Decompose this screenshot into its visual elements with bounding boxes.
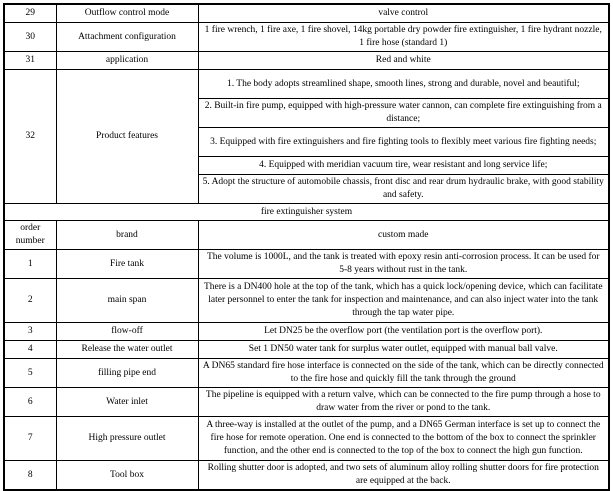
row-value: 1 fire wrench, 1 fire axe, 1 fire shovel, 14kg portable dry powder fire extinguisher, 1 fire hydrant nozzle, 1 fire hose (standard 1) bbox=[198, 23, 609, 52]
section-title-row bbox=[4, 204, 609, 221]
row-number: 5 bbox=[4, 359, 56, 388]
section-title: fire extinguisher system bbox=[4, 204, 609, 221]
row-brand: Water inlet bbox=[56, 388, 198, 417]
table-row bbox=[4, 323, 609, 341]
row-name: Product features bbox=[56, 70, 198, 204]
table-row bbox=[4, 23, 609, 52]
row-brand: Fire tank bbox=[56, 250, 198, 279]
row-value: valve control bbox=[198, 4, 609, 23]
row-custom: The volume is 1000L, and the tank is treated with epoxy resin anti-corrosion process. It can be used for 5-8 years without rust in the tank. bbox=[198, 250, 609, 279]
header-order-number: order number bbox=[4, 221, 56, 250]
row-number: 32 bbox=[4, 70, 56, 204]
header-row bbox=[4, 221, 609, 250]
feature-item: 4. Equipped with meridian vacuum tire, wear resistant and long service life; bbox=[198, 157, 609, 175]
table-row bbox=[4, 461, 609, 491]
feature-item: 2. Built-in fire pump, equipped with high-pressure water cannon, can complete fire extinguishing from a distance; bbox=[198, 99, 609, 128]
row-number: 6 bbox=[4, 388, 56, 417]
row-number: 31 bbox=[4, 52, 56, 70]
row-brand: High pressure outlet bbox=[56, 417, 198, 461]
table-row bbox=[4, 279, 609, 323]
table-row-product-features bbox=[4, 70, 609, 99]
header-brand: brand bbox=[56, 221, 198, 250]
row-brand: filling pipe end bbox=[56, 359, 198, 388]
table-row bbox=[4, 417, 609, 461]
row-custom: The pipeline is equipped with a return valve, which can be connected to the fire pump through a hose to draw water from the river or pond to the tank. bbox=[198, 388, 609, 417]
row-custom: There is a DN400 hole at the top of the tank, which has a quick lock/opening device, which can facilitate later personnel to enter the tank for inspection and maintenance, and can also inject water into the tank through the tap water pipe. bbox=[198, 279, 609, 323]
table-row bbox=[4, 52, 609, 70]
row-value: Red and white bbox=[198, 52, 609, 70]
feature-item: 5. Adopt the structure of automobile chassis, front disc and rear drum hydraulic brake, with good stability and safety. bbox=[198, 175, 609, 204]
row-custom: A DN65 standard fire hose interface is connected on the side of the tank, which can be directly connected to the fire hose and quickly fill the tank through the ground bbox=[198, 359, 609, 388]
row-number: 7 bbox=[4, 417, 56, 461]
row-brand: Release the water outlet bbox=[56, 341, 198, 359]
row-custom: Let DN25 be the overflow port (the ventilation port is the overflow port). bbox=[198, 323, 609, 341]
row-name: application bbox=[56, 52, 198, 70]
specification-table bbox=[3, 3, 610, 491]
table-row bbox=[4, 359, 609, 388]
table-row bbox=[4, 388, 609, 417]
row-brand: main span bbox=[56, 279, 198, 323]
row-brand: flow-off bbox=[56, 323, 198, 341]
feature-item: 3. Equipped with fire extinguishers and fire fighting tools to flexibly meet various fire fighting needs; bbox=[198, 128, 609, 157]
table-row bbox=[4, 4, 609, 23]
row-name: Outflow control mode bbox=[56, 4, 198, 23]
row-custom: Set 1 DN50 water tank for surplus water outlet, equipped with manual ball valve. bbox=[198, 341, 609, 359]
row-number: 3 bbox=[4, 323, 56, 341]
row-custom: Rolling shutter door is adopted, and two sets of aluminum alloy rolling shutter doors for fire protection are equipped at the back. bbox=[198, 461, 609, 491]
row-number: 4 bbox=[4, 341, 56, 359]
row-custom: A three-way is installed at the outlet of the pump, and a DN65 German interface is set up to connect the fire hose for remote operation. One end is connected to the bottom of the box to connect the sprinkler function, and the other end is connected to the top of the box to connect the high gun function. bbox=[198, 417, 609, 461]
row-number: 30 bbox=[4, 23, 56, 52]
table-row bbox=[4, 250, 609, 279]
row-number: 2 bbox=[4, 279, 56, 323]
row-name: Attachment configuration bbox=[56, 23, 198, 52]
header-custom-made: custom made bbox=[198, 221, 609, 250]
row-number: 29 bbox=[4, 4, 56, 23]
row-brand: Tool box bbox=[56, 461, 198, 491]
table-row bbox=[4, 341, 609, 359]
row-number: 1 bbox=[4, 250, 56, 279]
feature-item: 1. The body adopts streamlined shape, smooth lines, strong and durable, novel and beautiful; bbox=[198, 70, 609, 99]
row-number: 8 bbox=[4, 461, 56, 491]
